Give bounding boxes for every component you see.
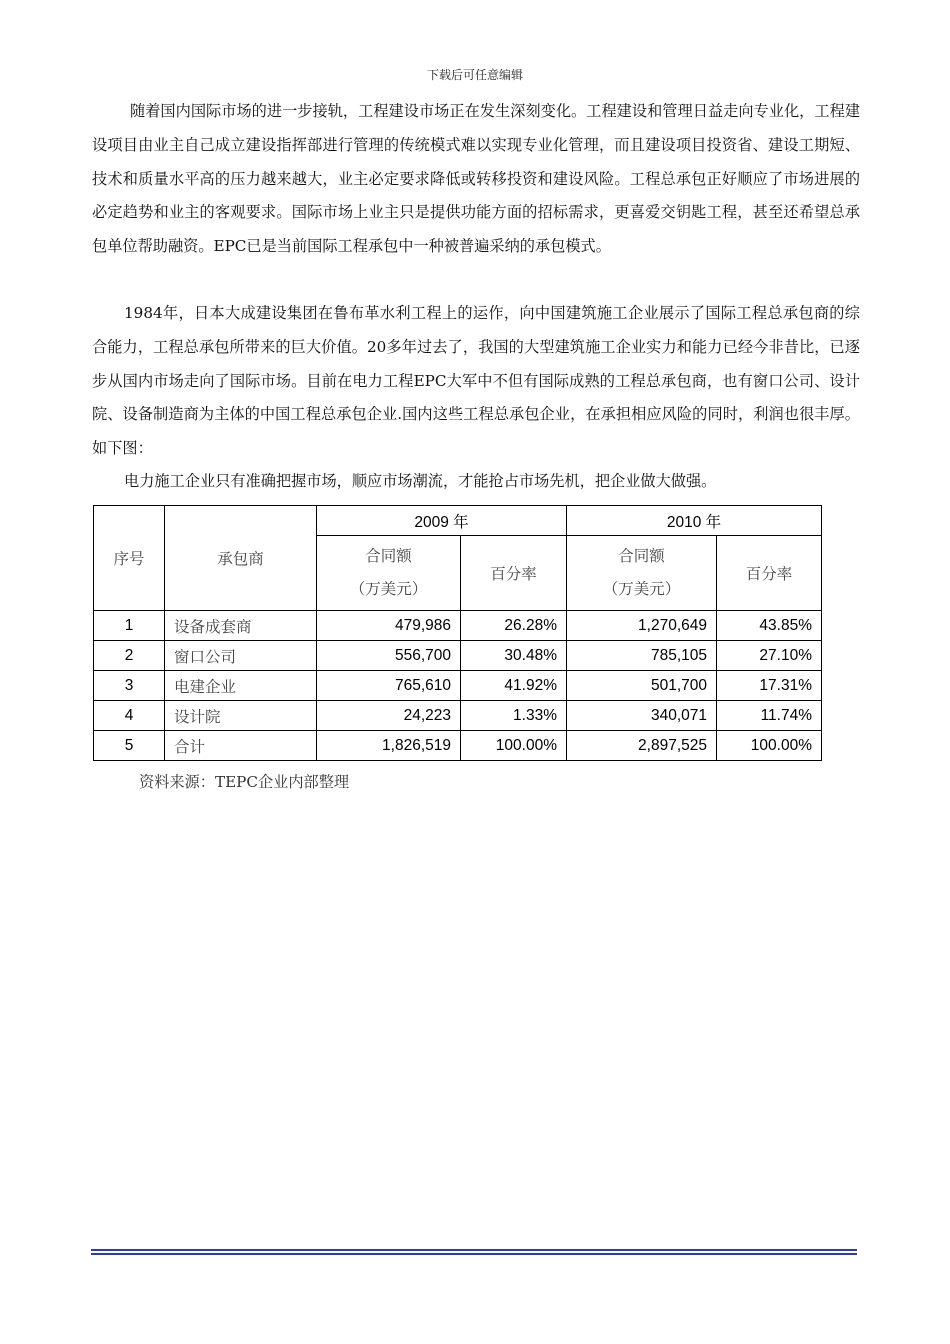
cell-amount-2009: 765,610 — [317, 671, 461, 701]
cell-amount-2010: 2,897,525 — [567, 731, 717, 761]
header-year-2010: 2010 年 — [567, 506, 822, 536]
cell-percent-2010: 17.31% — [717, 671, 822, 701]
cell-percent-2009: 1.33% — [461, 701, 567, 731]
cell-amount-2009: 1,826,519 — [317, 731, 461, 761]
amount-unit: （万美元） — [602, 580, 681, 598]
header-amount-2010 — [567, 536, 717, 611]
cell-percent-2010: 11.74% — [717, 701, 822, 731]
cell-percent-2010: 27.10% — [717, 641, 822, 671]
cell-percent-2009: 41.92% — [461, 671, 567, 701]
table-row — [94, 701, 822, 731]
table-row-total — [94, 731, 822, 761]
cell-amount-2010: 785,105 — [567, 641, 717, 671]
cell-percent-2009: 30.48% — [461, 641, 567, 671]
header-amount-2009 — [317, 536, 461, 611]
header-percent-2009: 百分率 — [461, 536, 567, 611]
contract-table — [93, 505, 822, 761]
paragraph-conclusion: 电力施工企业只有准确把握市场，顺应市场潮流，才能抢占市场先机，把企业做大做强。 — [124, 472, 717, 490]
header-year-2009: 2009 年 — [317, 506, 567, 536]
cell-seq: 3 — [94, 671, 165, 701]
cell-percent-2010: 100.00% — [717, 731, 822, 761]
cell-contractor: 设备成套商 — [165, 611, 317, 641]
cell-amount-2010: 501,700 — [567, 671, 717, 701]
header-seq: 序号 — [94, 506, 165, 611]
cell-contractor: 电建企业 — [165, 671, 317, 701]
table-row — [94, 611, 822, 641]
amount-label: 合同额 — [365, 547, 412, 565]
amount-unit: （万美元） — [349, 580, 428, 598]
footer-divider — [91, 1253, 857, 1255]
cell-amount-2009: 24,223 — [317, 701, 461, 731]
cell-contractor: 合计 — [165, 731, 317, 761]
table-row — [94, 641, 822, 671]
cell-contractor: 窗口公司 — [165, 641, 317, 671]
header-percent-2010: 百分率 — [717, 536, 822, 611]
cell-contractor: 设计院 — [165, 701, 317, 731]
table-source-note: 资料来源：TEPC企业内部整理 — [139, 773, 350, 791]
table-header-row — [94, 506, 822, 536]
cell-seq: 5 — [94, 731, 165, 761]
paragraph-history: 1984年，日本大成建设集团在鲁布革水利工程上的运作，向中国建筑施工企业展示了国际工程总承包商的综合能力，工程总承包所带来的巨大价值。20多年过去了，我国的大型建筑施工企业实力和能力已经今非昔比，已逐步从国内市场走向了国际市场。目前在电力工程EPC大军中不但有国际成熟的工程总承包商，也有窗口公司、设计院、设备制造商为主体的中国工程总承包企业.国内这些工程总承包企业，在承担相应风险的同时，利润也很丰厚。如下图： — [92, 304, 860, 458]
cell-amount-2009: 479,986 — [317, 611, 461, 641]
cell-amount-2010: 1,270,649 — [567, 611, 717, 641]
cell-percent-2010: 43.85% — [717, 611, 822, 641]
cell-seq: 2 — [94, 641, 165, 671]
cell-percent-2009: 100.00% — [461, 731, 567, 761]
footer-divider — [91, 1249, 857, 1251]
cell-seq: 1 — [94, 611, 165, 641]
cell-amount-2009: 556,700 — [317, 641, 461, 671]
paragraph-market-change: 随着国内国际市场的进一步接轨，工程建设市场正在发生深刻变化。工程建设和管理日益走向专业化，工程建设项目由业主自己成立建设指挥部进行管理的传统模式难以实现专业化管理，而且建设项目投资省、建设工期短、技术和质量水平高的压力越来越大，业主必定要求降低或转移投资和建设风险。工程总承包正好顺应了市场进展的必定趋势和业主的客观要求。国际市场上业主只是提供功能方面的招标需求，更喜爱交钥匙工程，甚至还希望总承包单位帮助融资。EPC已是当前国际工程承包中一种被普遍采纳的承包模式。 — [92, 102, 860, 256]
cell-amount-2010: 340,071 — [567, 701, 717, 731]
table-row — [94, 671, 822, 701]
cell-seq: 4 — [94, 701, 165, 731]
page-header: 下载后可任意编辑 — [426, 68, 523, 82]
amount-label: 合同额 — [618, 547, 665, 565]
header-contractor: 承包商 — [165, 506, 317, 611]
cell-percent-2009: 26.28% — [461, 611, 567, 641]
